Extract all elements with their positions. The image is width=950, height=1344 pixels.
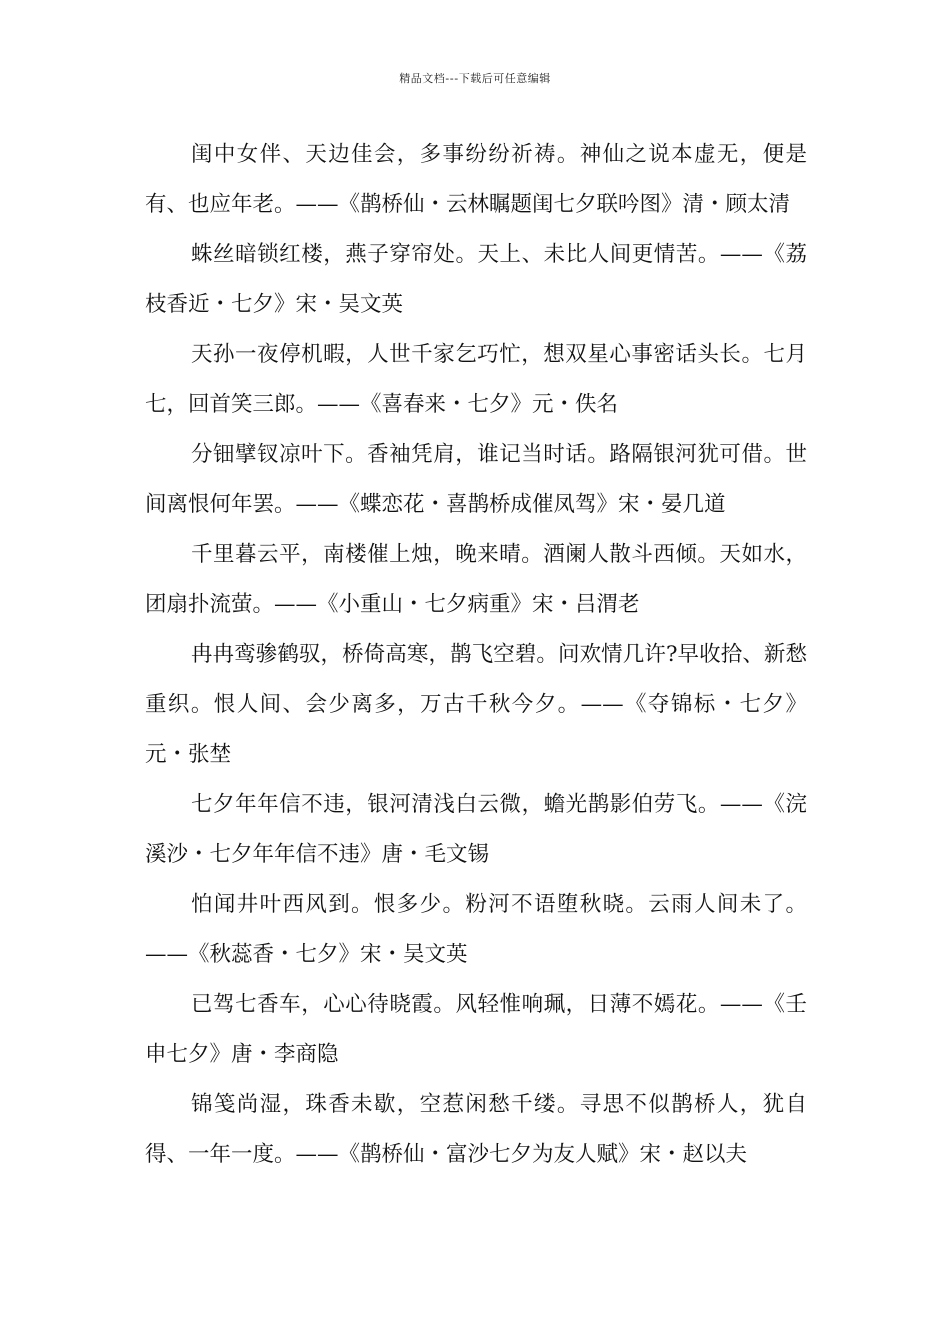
page-header: 精品文档---下载后可任意编辑 <box>399 72 551 85</box>
poem-paragraph: 七夕年年信不违，银河清浅白云微，蟾光鹊影伯劳飞。——《浣溪沙・七夕年年信不违》唐・毛文锡 <box>145 792 807 867</box>
poem-paragraph: 天孙一夜停机暇，人世千家乞巧忙，想双星心事密话头长。七月七，回首笑三郎。——《喜春来・七夕》元・佚名 <box>145 342 807 417</box>
document-body <box>145 130 807 1180</box>
poem-paragraph: 已驾七香车，心心待晓霞。风轻惟响珮，日薄不嫣花。——《壬申七夕》唐・李商隐 <box>145 992 807 1067</box>
poem-paragraph: 怕闻井叶西风到。恨多少。粉河不语堕秋晓。云雨人间未了。——《秋蕊香・七夕》宋・吴文英 <box>145 892 807 967</box>
poem-paragraph: 蛛丝暗锁红楼，燕子穿帘处。天上、未比人间更情苦。——《荔枝香近・七夕》宋・吴文英 <box>145 242 807 317</box>
poem-paragraph: 分钿擘钗凉叶下。香袖凭肩，谁记当时话。路隔银河犹可借。世间离恨何年罢。——《蝶恋花・喜鹊桥成催凤驾》宋・晏几道 <box>145 442 807 517</box>
poem-paragraph: 闺中女伴、天边佳会，多事纷纷祈祷。神仙之说本虚无，便是有、也应年老。——《鹊桥仙・云林瞩题闺七夕联吟图》清・顾太清 <box>145 142 807 217</box>
poem-paragraph: 锦笺尚湿，珠香未歇，空惹闲愁千缕。寻思不似鹊桥人，犹自得、一年一度。——《鹊桥仙・富沙七夕为友人赋》宋・赵以夫 <box>145 1092 807 1167</box>
poem-paragraph: 冉冉鸾骖鹤驭，桥倚高寒，鹊飞空碧。问欢情几许?早收拾、新愁重织。恨人间、会少离多，万古千秋今夕。——《夺锦标・七夕》元・张埜 <box>145 642 807 767</box>
poem-paragraph: 千里暮云平，南楼催上烛，晚来晴。酒阑人散斗西倾。天如水，团扇扑流萤。——《小重山・七夕病重》宋・吕渭老 <box>145 542 807 617</box>
